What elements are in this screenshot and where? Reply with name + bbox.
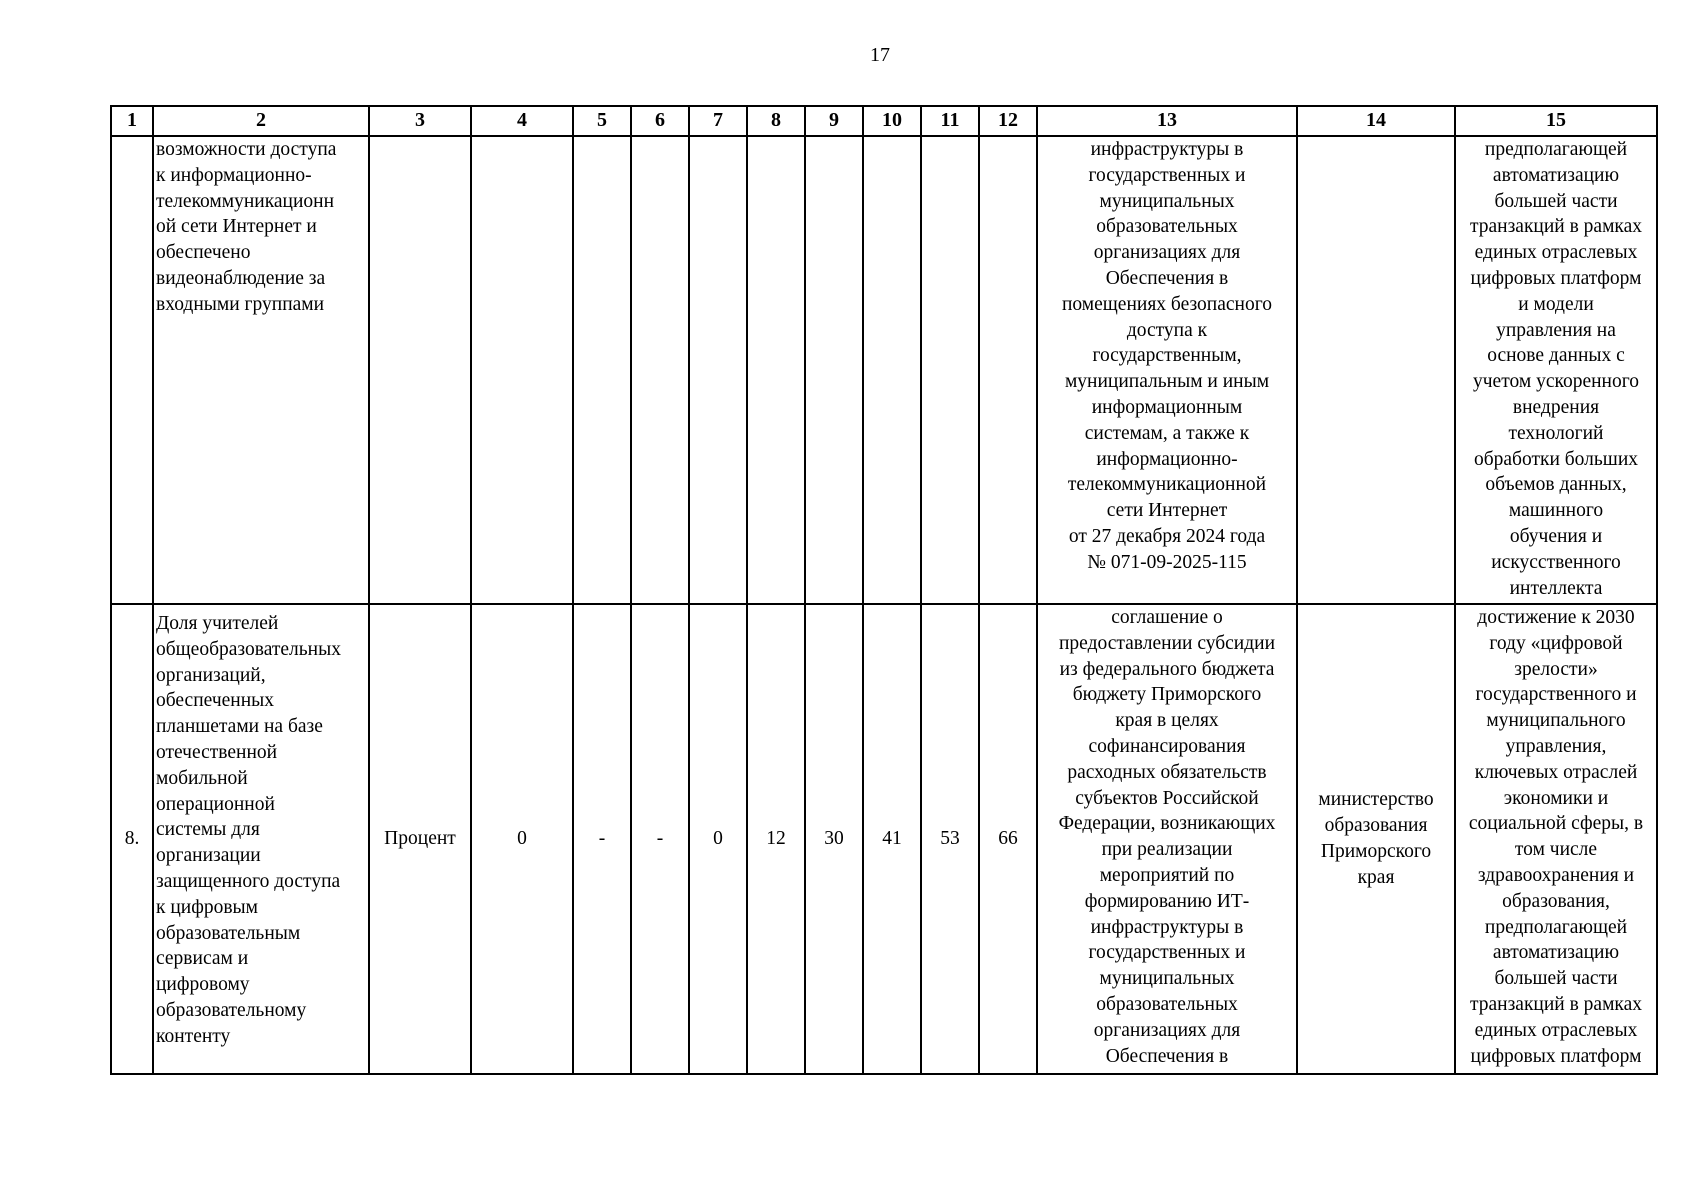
page-number: 17 xyxy=(870,44,890,66)
cell-basis: соглашение о предоставлении субсидии из федерального бюджета бюджету Приморского края в целях софинансирования расходных обязательств субъектов Российской Федерации, возникающих при реализации мероприятий по формированию ИТ- инфраструктуры в государственных и муниципальных образовательных организациях для Обеспечения в xyxy=(1037,604,1297,1074)
header-col-12: 12 xyxy=(979,106,1037,136)
cell-unit: Процент xyxy=(369,604,471,1074)
header-col-1: 1 xyxy=(111,106,153,136)
cell-col9 xyxy=(805,136,863,604)
cell-col12: 66 xyxy=(979,604,1037,1074)
header-col-4: 4 xyxy=(471,106,573,136)
cell-col5: - xyxy=(573,604,631,1074)
cell-col6 xyxy=(631,136,689,604)
header-col-10: 10 xyxy=(863,106,921,136)
cell-indicator: Доля учителей общеобразовательных организаций, обеспеченных планшетами на базе отечественной мобильной операционной системы для организации защищенного доступа к цифровым образовательным сервисам и цифровому образовательному контенту xyxy=(153,604,369,1074)
cell-col8: 12 xyxy=(747,604,805,1074)
cell-col5 xyxy=(573,136,631,604)
cell-col9: 30 xyxy=(805,604,863,1074)
header-col-5: 5 xyxy=(573,106,631,136)
cell-col10 xyxy=(863,136,921,604)
cell-col8 xyxy=(747,136,805,604)
header-col-3: 3 xyxy=(369,106,471,136)
cell-responsible: министерство образования Приморского края xyxy=(1297,604,1455,1074)
cell-col4: 0 xyxy=(471,604,573,1074)
header-col-15: 15 xyxy=(1455,106,1657,136)
header-col-13: 13 xyxy=(1037,106,1297,136)
cell-row-number: 8. xyxy=(111,604,153,1074)
cell-unit xyxy=(369,136,471,604)
header-col-9: 9 xyxy=(805,106,863,136)
header-col-14: 14 xyxy=(1297,106,1455,136)
table-row-continuation xyxy=(111,136,1657,604)
cell-goal: достижение к 2030 году «цифровой зрелости» государственного и муниципального управления, ключевых отраслей экономики и социальной сферы, в том числе здравоохранения и образования, предполагающей автоматизацию большей части транзакций в рамках единых отраслевых цифровых платформ xyxy=(1455,604,1657,1074)
header-col-11: 11 xyxy=(921,106,979,136)
cell-basis-continuation: инфраструктуры в государственных и муниципальных образовательных организациях для Обеспечения в помещениях безопасного доступа к государственным, муниципальным и иным информационным системам, а также к информационно- телекоммуникационной сети Интернет от 27 декабря 2024 года № 071-09-2025-115 xyxy=(1037,136,1297,604)
cell-indicator-continuation: возможности доступа к информационно- телекоммуникационн ой сети Интернет и обеспечено видеонаблюдение за входными группами xyxy=(153,136,369,604)
cell-col11: 53 xyxy=(921,604,979,1074)
cell-col6: - xyxy=(631,604,689,1074)
cell-col7 xyxy=(689,136,747,604)
header-col-7: 7 xyxy=(689,106,747,136)
cell-col12 xyxy=(979,136,1037,604)
header-col-6: 6 xyxy=(631,106,689,136)
indicators-table xyxy=(110,105,1658,1075)
cell-responsible xyxy=(1297,136,1455,604)
cell-col7: 0 xyxy=(689,604,747,1074)
cell-col11 xyxy=(921,136,979,604)
cell-col4 xyxy=(471,136,573,604)
cell-goal-continuation: предполагающей автоматизацию большей части транзакций в рамках единых отраслевых цифровых платформ и модели управления на основе данных с учетом ускоренного внедрения технологий обработки больших объемов данных, машинного обучения и искусственного интеллекта xyxy=(1455,136,1657,604)
table-header-row xyxy=(111,106,1657,136)
header-col-2: 2 xyxy=(153,106,369,136)
header-col-8: 8 xyxy=(747,106,805,136)
cell-number xyxy=(111,136,153,604)
cell-col10: 41 xyxy=(863,604,921,1074)
table-row-8 xyxy=(111,604,1657,1074)
